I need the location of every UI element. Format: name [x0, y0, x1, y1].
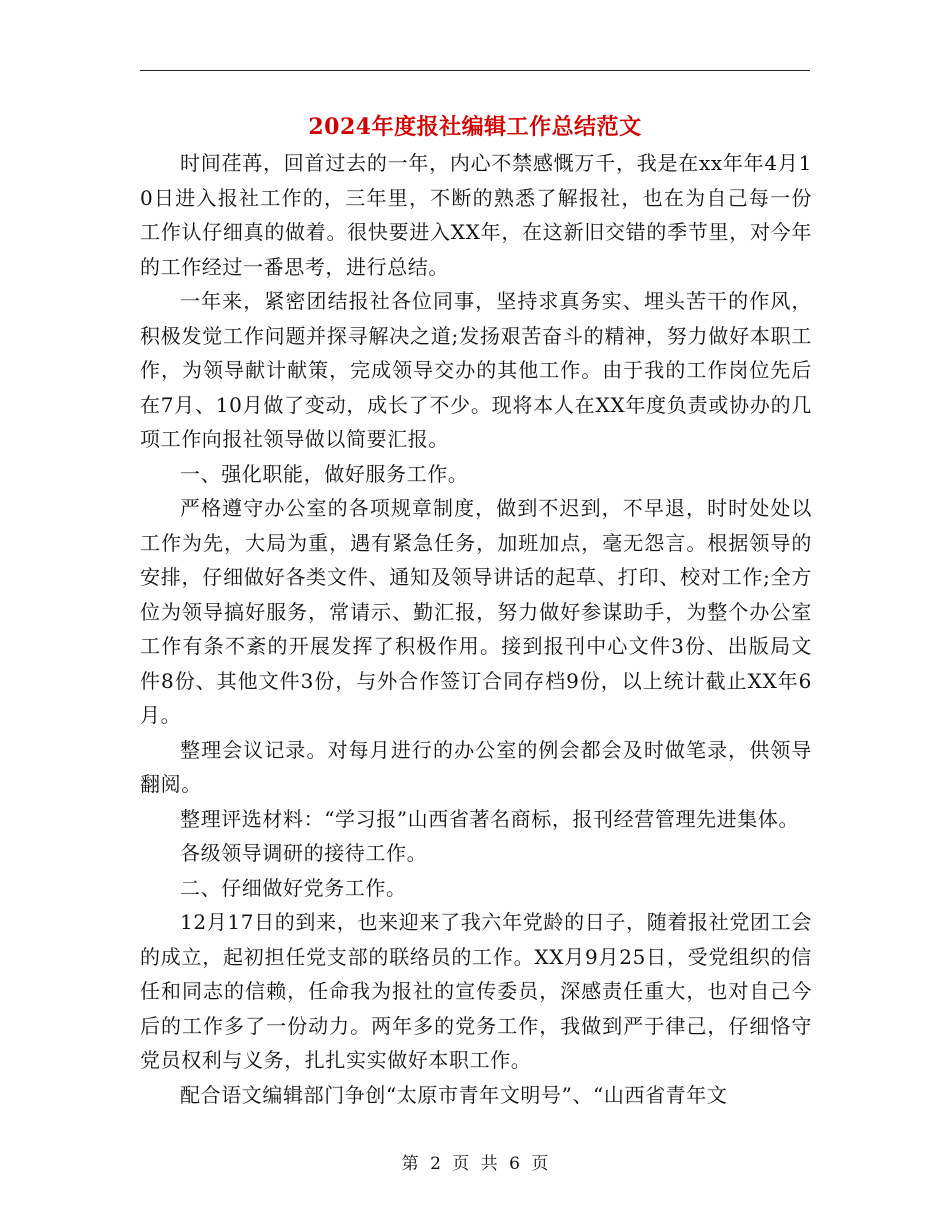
page-number: 第 2 页 共 6 页 — [401, 1154, 549, 1174]
paragraph-selection-materials: 整理评选材料：“学习报”山西省著名商标，报刊经营管理先进集体。 — [180, 806, 800, 831]
paragraph-office-duties: 严格遵守办公室的各项规章制度，做到不迟到，不早退，时时处处以工作为先，大局为重，遇有紧急任务，加班加点，毫无怨言。根据领导的安排，仔细做好各类文件、通知及领导讲话的起草、打印、校对工作;全方位为领导搞好服务，常请示、勤汇报，努力做好参谋助手，为整个办公室工作有条不紊的开展发挥了积极作用。接到报刊中心文件3份、出版局文件8份、其他文件3份，与外合作签订合同存档9份，以上统计截止XX年6月。 — [140, 496, 812, 727]
paragraph-meeting-records: 整理会议记录。对每月进行的办公室的例会都会及时做笔录，供领导翻阅。 — [140, 737, 812, 796]
document-body — [140, 146, 812, 1112]
paragraph-overview: 一年来，紧密团结报社各位同事，坚持求真务实、埋头苦干的作风，积极发觉工作问题并探寻解决之道;发扬艰苦奋斗的精神，努力做好本职工作，为领导献计献策，完成领导交办的其他工作。由于我的工作岗位先后在7月、10月做了变动，成长了不少。现将本人在XX年度负责或协办的几项工作向报社领导做以简要汇报。 — [140, 289, 812, 451]
section-heading-2: 二、仔细做好党务工作。 — [180, 875, 407, 900]
paragraph-reception: 各级领导调研的接待工作。 — [180, 841, 428, 865]
header-rule — [140, 70, 810, 71]
paragraph-intro: 时间荏苒，回首过去的一年，内心不禁感慨万千，我是在xx年年4月10日进入报社工作的，三年里，不断的熟悉了解报社，也在为自己每一份工作认仔细真的做着。很快要进入XX年，在这新旧交错的季节里，对今年的工作经过一番思考，进行总结。 — [140, 151, 812, 279]
document-title: 2024年度报社编辑工作总结范文 — [308, 114, 642, 140]
section-heading-1: 一、强化职能，做好服务工作。 — [180, 461, 469, 486]
paragraph-civilization: 配合语文编辑部门争创“太原市青年文明号”、“山西省青年文 — [180, 1082, 728, 1107]
paragraph-party-work: 12月17日的到来，也来迎来了我六年党龄的日子，随着报社党团工会的成立，起初担任党支部的联络员的工作。XX月9月25日，受党组织的信任和同志的信赖，任命我为报社的宣传委员，深感责任重大，也对自己今后的工作多了一份动力。两年多的党务工作，我做到严于律己，仔细恪守党员权利与义务，扎扎实实做好本职工作。 — [140, 910, 812, 1072]
